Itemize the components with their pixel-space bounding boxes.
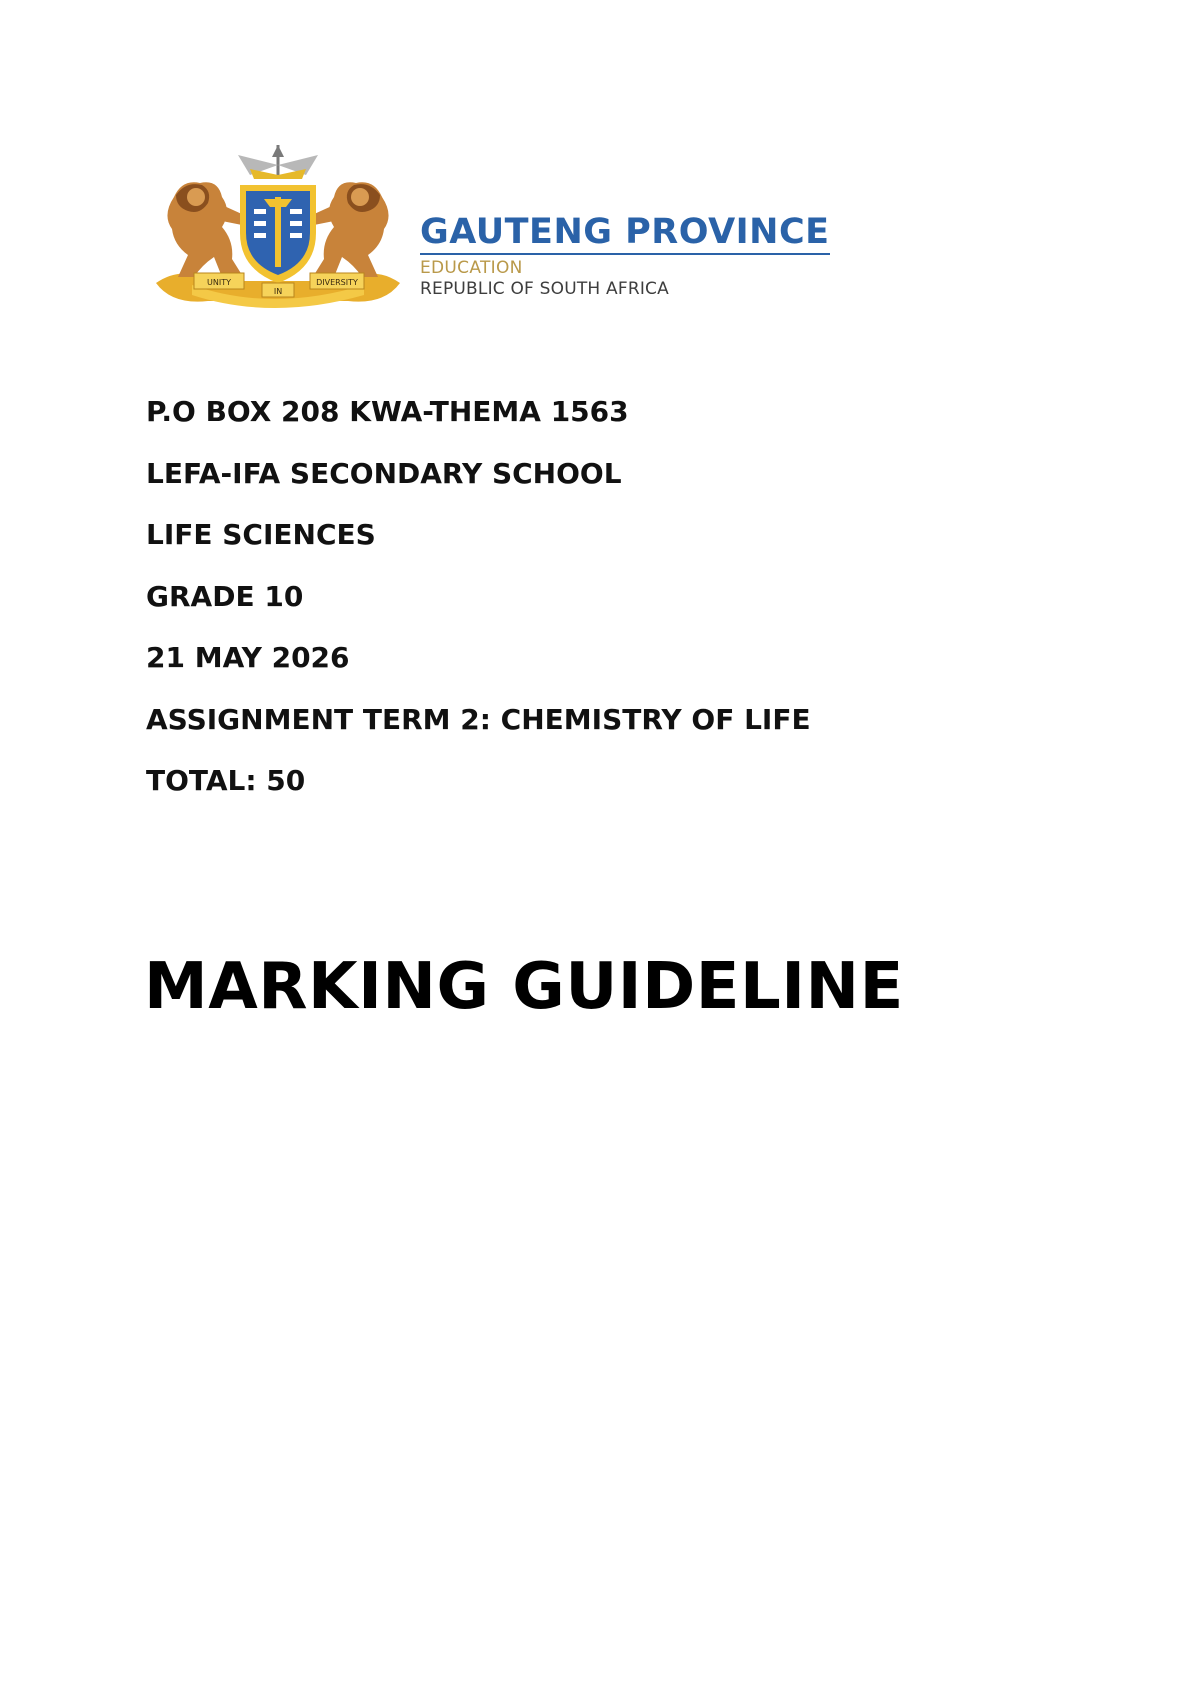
assignment-title: ASSIGNMENT TERM 2: CHEMISTRY OF LIFE (146, 702, 811, 736)
org-name: GAUTENG PROVINCE (420, 215, 830, 255)
total-marks: TOTAL: 50 (146, 764, 306, 797)
department-name: EDUCATION (420, 258, 523, 278)
assignment-date: 21 MAY 2026 (146, 641, 350, 674)
crest-motto-middle: IN (273, 287, 283, 296)
cover-details (146, 396, 811, 827)
postal-address: P.O BOX 208 KWA-THEMA 1563 (146, 395, 629, 428)
coat-of-arms-icon (152, 145, 404, 315)
document-title: MARKING GUIDELINE (144, 950, 904, 1024)
school-name: LEFA-IFA SECONDARY SCHOOL (146, 456, 622, 490)
letterhead-logo (152, 145, 852, 315)
letterhead-text (420, 212, 840, 299)
grade-label: GRADE 10 (146, 579, 304, 613)
crest-motto-right: DIVERSITY (316, 278, 358, 287)
country-name: REPUBLIC OF SOUTH AFRICA (420, 279, 669, 299)
crest-motto-left: UNITY (207, 278, 231, 287)
subject-name: LIFE SCIENCES (146, 518, 376, 551)
